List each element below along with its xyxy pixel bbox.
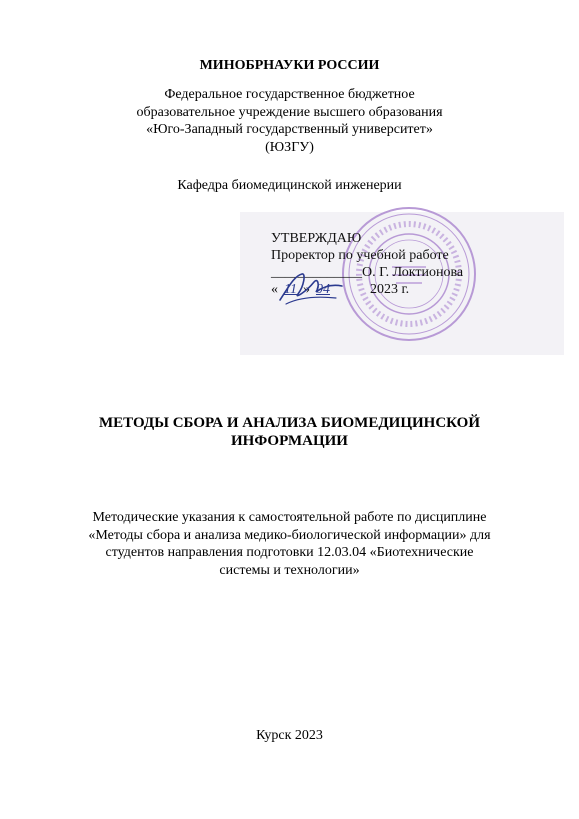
date-open-quote: « [271,282,278,297]
document-title [0,414,579,450]
description-line: системы и технологии» [219,562,360,578]
org-line: «Юго-Западный государственный университет» [146,122,433,137]
org-line: (ЮЗГУ) [265,139,314,155]
signer-name: О. Г. Локтионова [362,265,464,280]
date-day: 11 [284,282,297,297]
description-line: Методические указания к самостоятельной работе по дисциплине [92,510,487,525]
title-line: МЕТОДЫ СБОРА И АНАЛИЗА БИОМЕДИЦИНСКОЙ [99,415,480,431]
document-description [0,509,579,579]
org-line: Федеральное государственное бюджетное [164,87,415,102]
description-line: «Методы сбора и анализа медико-биологической информации» для [88,527,491,543]
date-year: 2023 г. [369,282,410,297]
date-close-quote: » [302,282,310,297]
approver-position: Проректор по учебной работе [271,248,449,263]
place-and-year: Курск 2023 [256,728,323,743]
title-line: ИНФОРМАЦИИ [231,433,348,449]
organization-name [0,86,579,156]
department-name: Кафедра биомедицинской инженерии [177,178,402,193]
date-month: 04 [315,282,330,297]
signature-blank: _____________ [271,265,362,280]
approve-label: УТВЕРЖДАЮ [271,231,362,246]
org-line: образовательное учреждение высшего образования [136,104,443,120]
ministry-heading: МИНОБРНАУКИ РОССИИ [199,58,380,73]
handwritten-signature [276,268,346,308]
description-line: студентов направления подготовки 12.03.04 «Биотехнические [105,545,474,560]
